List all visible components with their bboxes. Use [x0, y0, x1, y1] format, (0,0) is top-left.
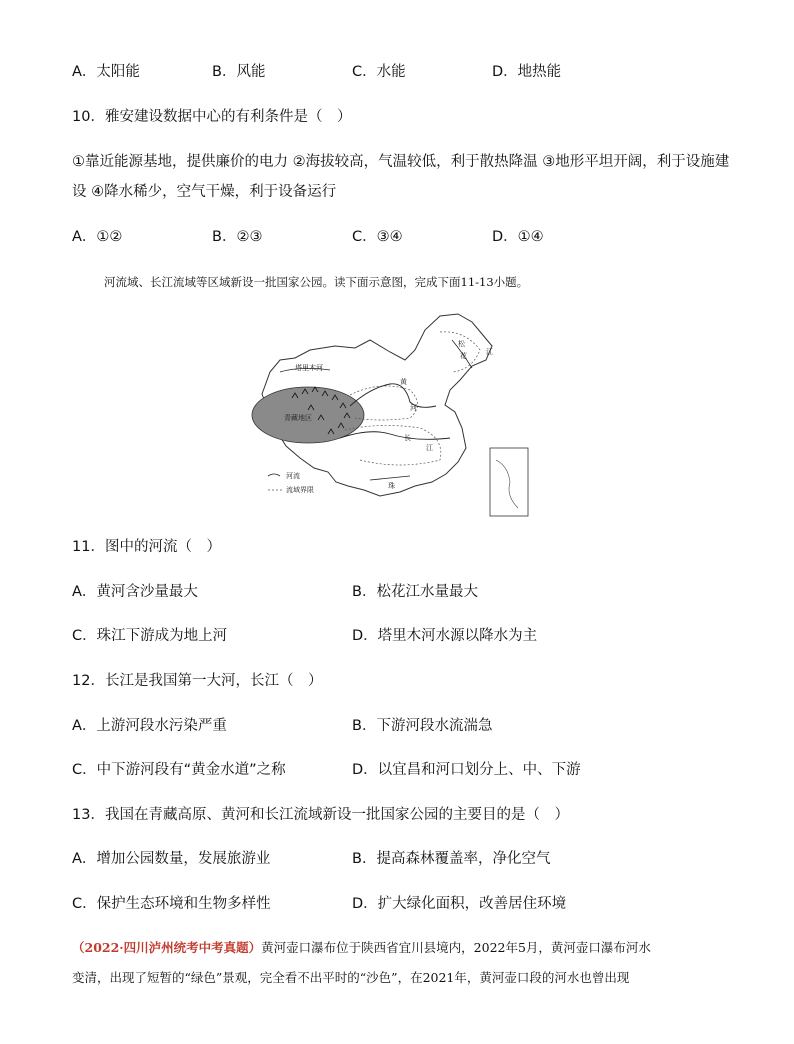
q13-option-c[interactable]: C．保护生态环境和生物多样性 — [72, 896, 271, 912]
label-song-3: 江 — [486, 348, 493, 356]
label-chang-1: 长 — [404, 434, 411, 442]
label-huang-1: 黄 — [400, 378, 407, 386]
label-chang-2: 江 — [426, 444, 433, 452]
q9-option-b[interactable]: B．风能 — [212, 64, 266, 80]
label-song-1: 松 — [458, 340, 465, 348]
q12-option-c[interactable]: C．中下游河段有“黄金水道”之称 — [72, 762, 286, 778]
section-intro: 河流域、长江流域等区域新设一批国家公园。读下面示意图，完成下面11-13小题。 — [104, 275, 529, 289]
q10-option-b[interactable]: B．②③ — [212, 229, 263, 245]
q10-statement-line2: 设 ④降水稀少，空气干燥，利于设备运行 — [72, 184, 337, 200]
q11-option-d[interactable]: D．塔里木河水源以降水为主 — [352, 628, 538, 644]
q11-option-c[interactable]: C．珠江下游成为地上河 — [72, 628, 228, 644]
q11-option-a[interactable]: A．黄河含沙量最大 — [72, 584, 198, 600]
passage-line1: （2022·四川泸州统考中考真题）黄河壶口瀑布位于陕西省宜川县境内，2022年5月，黄河壶口瀑布河水 — [72, 940, 651, 955]
label-huang-2: 河 — [410, 404, 417, 412]
label-tarim: 塔里木河 — [295, 364, 323, 372]
q11-option-b[interactable]: B．松花江水量最大 — [352, 584, 478, 600]
q9-option-c[interactable]: C．水能 — [352, 64, 406, 80]
q13-option-a[interactable]: A．增加公园数量，发展旅游业 — [72, 851, 271, 867]
q12-option-d[interactable]: D．以宜昌和河口划分上、中、下游 — [352, 762, 581, 778]
label-zhu: 珠 — [388, 482, 395, 490]
map-svg — [240, 310, 530, 520]
q13-option-d[interactable]: D．扩大绿化面积，改善居住环境 — [352, 896, 567, 912]
q13-option-b[interactable]: B．提高森林覆盖率，净化空气 — [352, 851, 551, 867]
q9-option-a[interactable]: A．太阳能 — [72, 64, 140, 80]
q10-stem: 10．雅安建设数据中心的有利条件是（ ） — [72, 109, 352, 125]
q13-stem: 13．我国在青藏高原、黄河和长江流域新设一批国家公园的主要目的是（ ） — [72, 807, 569, 823]
q12-option-a[interactable]: A．上游河段水污染严重 — [72, 718, 227, 734]
q10-statement-line1: ①靠近能源基地，提供廉价的电力 ②海拔较高，气温较低，利于散热降温 ③地形平坦开阔，利于设施建 — [72, 154, 730, 170]
q12-option-b[interactable]: B．下游河段水流湍急 — [352, 718, 493, 734]
q10-option-a[interactable]: A．①② — [72, 229, 123, 245]
q10-option-d[interactable]: D．①④ — [492, 229, 544, 245]
south-sea-inset — [490, 448, 528, 516]
q11-stem: 11．图中的河流（ ） — [72, 539, 221, 555]
china-river-map — [240, 310, 530, 520]
legend-river-label: 河流 — [286, 472, 300, 480]
passage-source: （2022·四川泸州统考中考真题） — [72, 940, 262, 955]
label-qinghai: 青藏地区 — [284, 414, 312, 422]
label-song-2: 花 — [460, 352, 467, 360]
q10-option-c[interactable]: C．③④ — [352, 229, 403, 245]
legend-river-symbol — [268, 474, 280, 476]
q12-stem: 12．长江是我国第一大河，长江（ ） — [72, 673, 323, 689]
q9-option-d[interactable]: D．地热能 — [492, 64, 562, 80]
legend-boundary-label: 流域界限 — [286, 486, 314, 494]
passage-line2: 变清，出现了短暂的“绿色”景观，完全看不出平时的“沙色”，在2021年，黄河壶口段的河水也曾出现 — [72, 970, 630, 985]
